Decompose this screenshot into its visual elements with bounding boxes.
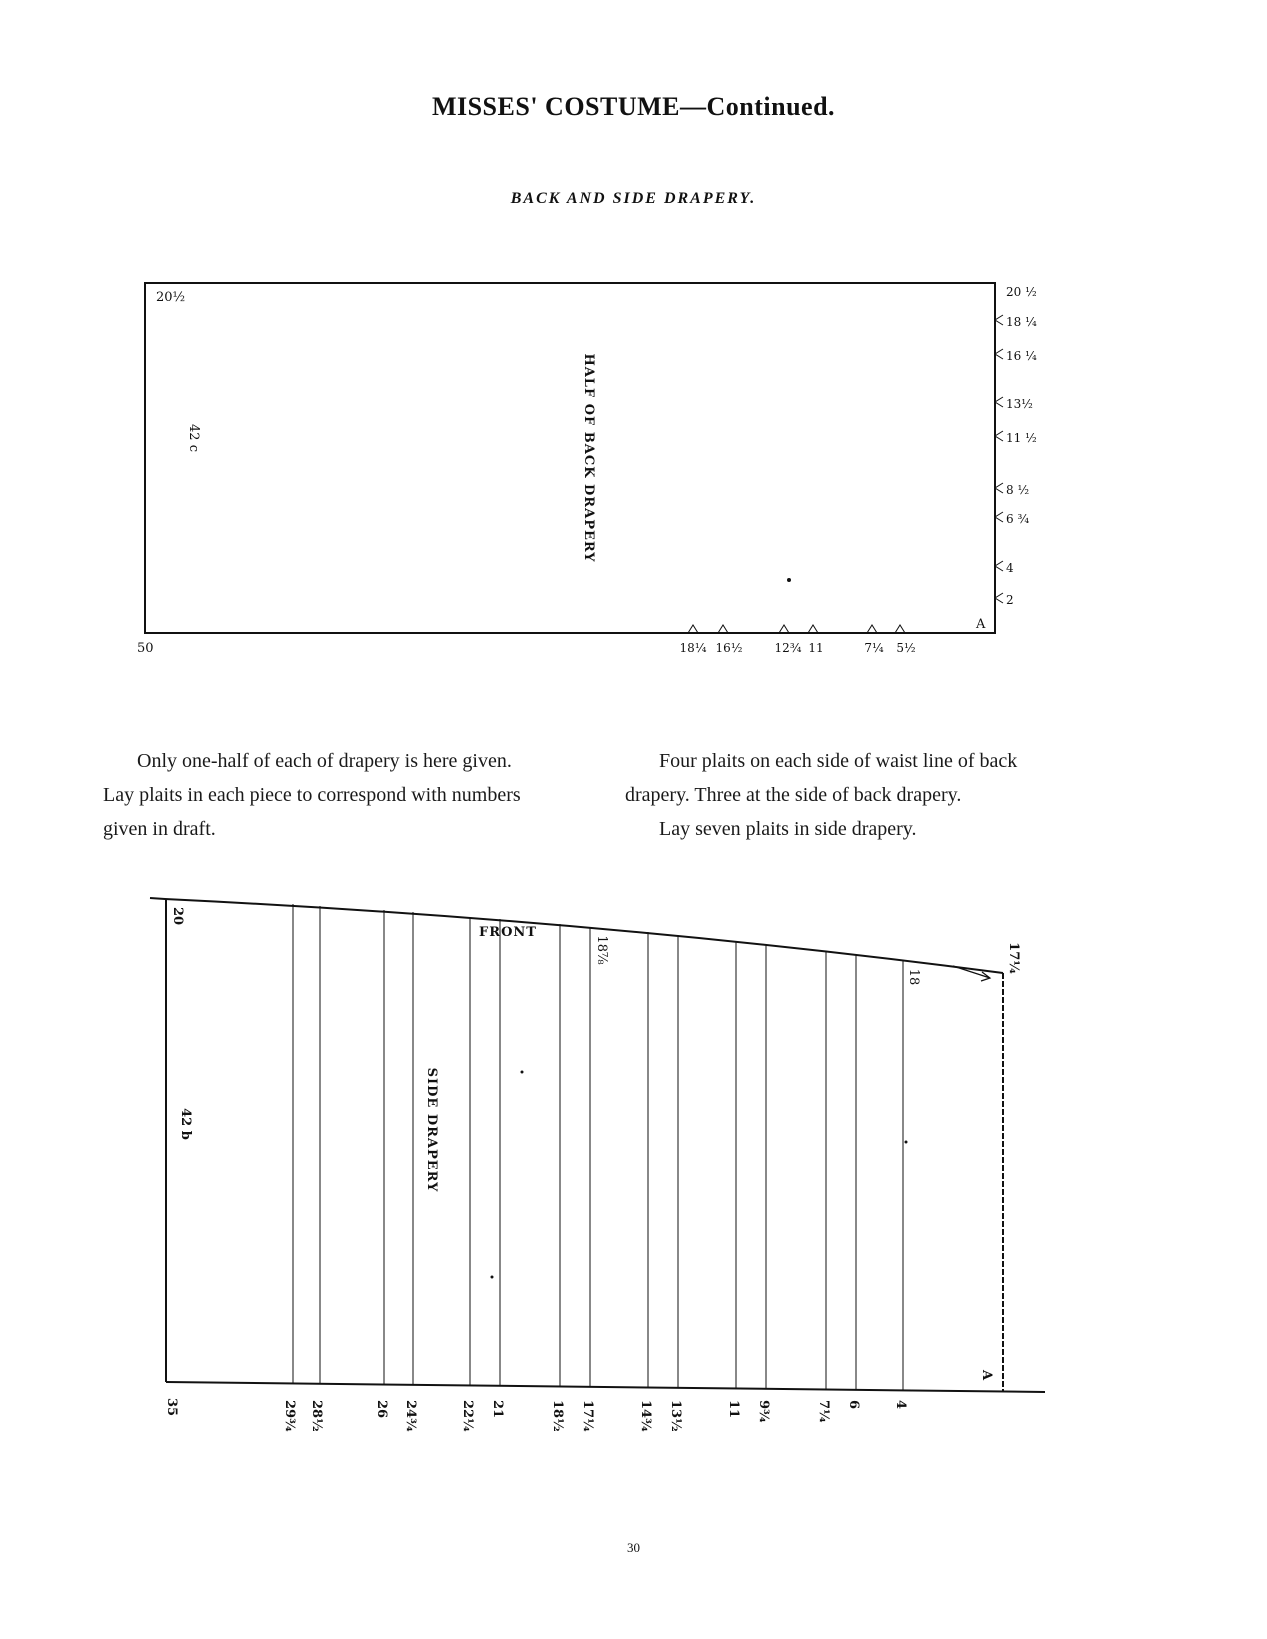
notch-icon <box>995 431 1003 441</box>
side-drapery-bottom-edge <box>166 1382 1045 1392</box>
back-top-left-label: 20½ <box>156 290 186 305</box>
back-bottom-mark: 12¾ <box>774 641 802 655</box>
notch-icon <box>895 625 905 633</box>
side-bottom-marks <box>164 1398 908 1432</box>
back-right-mark: 13½ <box>1006 397 1033 411</box>
side-bottom-mark: 18½ <box>550 1400 565 1432</box>
instructions-left <box>103 744 603 846</box>
back-right-marks <box>995 285 1037 607</box>
instruction-line: Only one-half of each of drapery is here given. <box>137 750 512 772</box>
back-drapery-outline <box>145 283 995 633</box>
side-bottom-mark: 28½ <box>309 1400 324 1432</box>
side-size-label: 42 b <box>178 1108 193 1140</box>
back-right-mark: 16 ¼ <box>1006 349 1037 363</box>
side-drapery-label: SIDE DRAPERY <box>424 1067 439 1193</box>
back-bottom-mark: 7¼ <box>864 641 884 655</box>
notch-icon <box>995 483 1003 493</box>
side-bottom-left-label: 35 <box>164 1398 179 1417</box>
side-bottom-mark: 22¼ <box>460 1400 475 1432</box>
side-bottom-mark: 24¾ <box>403 1400 418 1432</box>
side-top-right-label: 17¼ <box>1006 942 1021 974</box>
notch-icon <box>688 625 698 633</box>
side-top-mid-label: 18 <box>906 968 921 986</box>
notch-icon <box>995 315 1003 325</box>
notch-icon <box>867 625 877 633</box>
back-bottom-left-label: 50 <box>137 641 154 656</box>
side-dot <box>491 1276 494 1279</box>
notch-icon <box>808 625 818 633</box>
back-dot <box>787 578 791 582</box>
side-bottom-mark: 11 <box>726 1400 741 1419</box>
side-dot <box>905 1141 908 1144</box>
side-bottom-mark: 13½ <box>668 1400 683 1432</box>
back-bottom-mark: 5½ <box>896 641 916 655</box>
side-drapery-diagram <box>0 880 1267 1480</box>
instruction-line: Lay plaits in each piece to correspond with numbers <box>103 784 521 806</box>
back-bottom-mark: 11 <box>808 641 824 655</box>
page-title: MISSES' COSTUME—Continued. <box>431 92 836 121</box>
instructions-right <box>625 744 1125 846</box>
instruction-line: Lay seven plaits in side drapery. <box>659 818 917 840</box>
back-right-mark: 8 ½ <box>1006 483 1030 497</box>
instruction-line: Four plaits on each side of waist line of back <box>659 750 1018 772</box>
side-bottom-mark: 21 <box>490 1400 505 1419</box>
side-bottom-mark: 17¼ <box>580 1400 595 1432</box>
side-bottom-mark: 9¾ <box>756 1400 771 1423</box>
side-corner-label: A <box>979 1369 994 1381</box>
back-drapery-label: HALF OF BACK DRAPERY <box>581 353 596 563</box>
notch-icon <box>995 397 1003 407</box>
back-corner-label: A <box>976 617 986 632</box>
back-bottom-marks <box>680 625 916 655</box>
section-subtitle: BACK AND SIDE DRAPERY. <box>510 190 757 207</box>
side-drapery-top-edge <box>150 898 1003 973</box>
side-bottom-mark: 29¾ <box>282 1400 297 1432</box>
back-drapery-diagram <box>0 0 1267 700</box>
side-bottom-mark: 4 <box>893 1400 908 1410</box>
side-bottom-mark: 7¼ <box>816 1400 831 1423</box>
side-bottom-mark: 6 <box>846 1400 861 1410</box>
side-bottom-mark: 26 <box>374 1400 389 1419</box>
back-right-mark: 11 ½ <box>1006 431 1037 445</box>
notch-icon <box>995 512 1003 522</box>
back-bottom-mark: 18¼ <box>679 641 707 655</box>
side-top-left-label: 20 <box>170 906 185 926</box>
side-dot <box>521 1071 524 1074</box>
notch-icon <box>995 593 1003 603</box>
instruction-line: given in draft. <box>103 818 216 840</box>
plait-lines <box>293 904 903 1391</box>
back-right-mark: 20 ½ <box>1006 285 1037 299</box>
page-number: 30 <box>627 1540 640 1555</box>
side-bottom-mark: 14¾ <box>638 1400 653 1432</box>
back-right-mark: 18 ¼ <box>1006 315 1037 329</box>
notch-icon <box>779 625 789 633</box>
back-right-mark: 2 <box>1006 593 1014 607</box>
notch-icon <box>718 625 728 633</box>
notch-icon <box>995 561 1003 571</box>
notch-icon <box>995 349 1003 359</box>
back-right-mark: 6 ¾ <box>1006 512 1030 526</box>
side-top-mid-label: 18⅞ <box>594 935 609 965</box>
instruction-line: drapery. Three at the side of back drapery. <box>625 784 962 806</box>
side-front-label: FRONT <box>479 925 537 940</box>
back-bottom-mark: 16½ <box>715 641 743 655</box>
back-right-mark: 4 <box>1006 561 1014 575</box>
back-size-label: 42 c <box>186 424 201 452</box>
